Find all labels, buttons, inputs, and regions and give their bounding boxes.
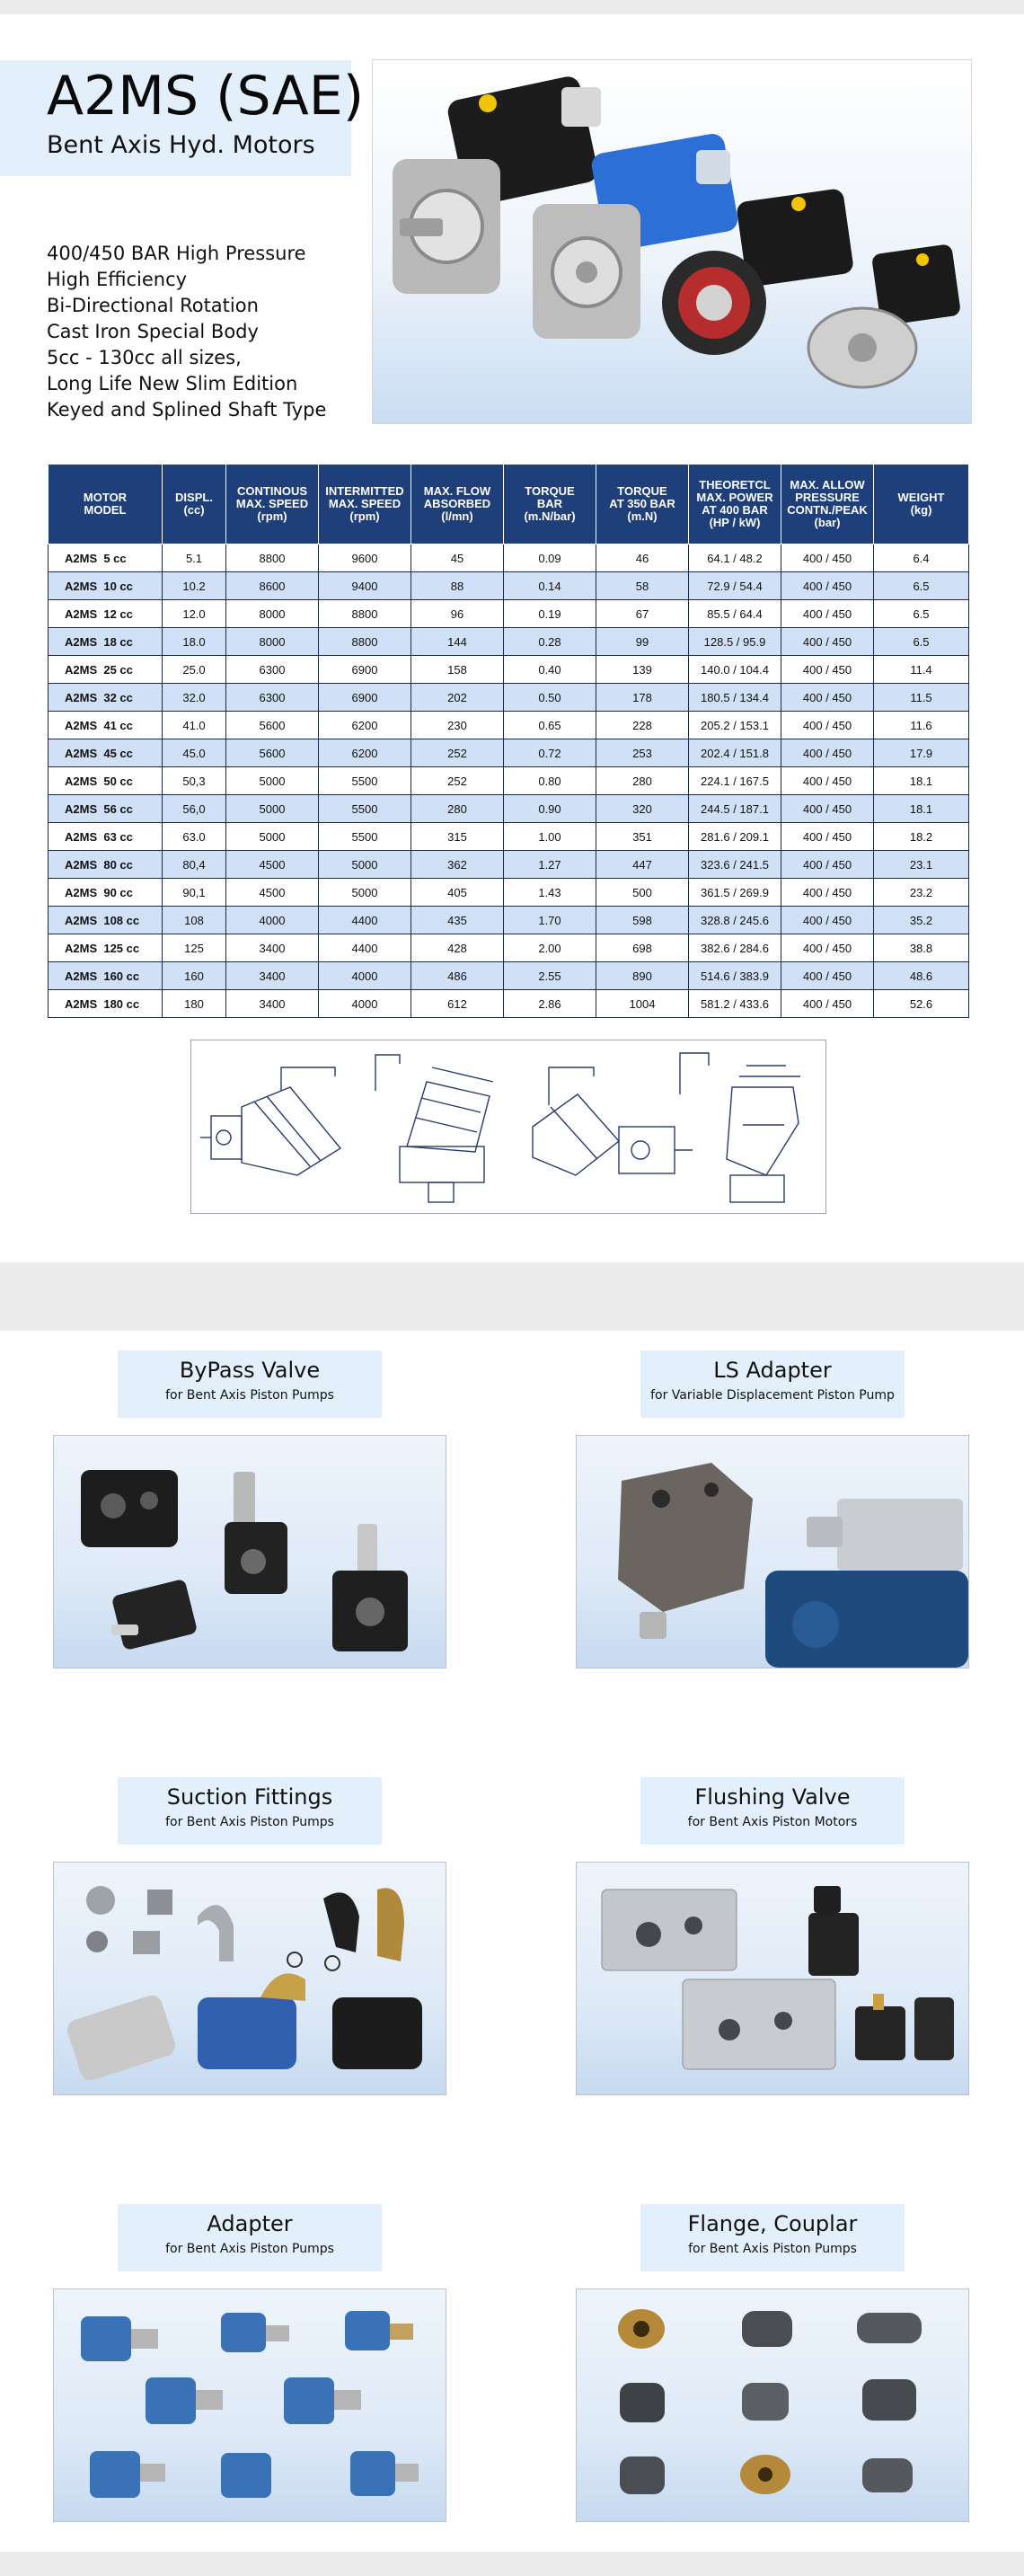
table-cell: 5600 <box>226 712 319 739</box>
table-row <box>49 684 969 712</box>
table-cell: 48.6 <box>874 962 969 990</box>
table-cell: 1.00 <box>504 823 596 851</box>
table-cell-model: A2MS 90 cc <box>49 879 163 907</box>
table-cell: 5000 <box>226 767 319 795</box>
bypass-valve-photo <box>53 1435 446 1669</box>
table-cell: 8800 <box>226 544 319 572</box>
table-cell: 35.2 <box>874 907 969 934</box>
table-cell: 400 / 450 <box>781 656 874 684</box>
product-subtitle: for Bent Axis Piston Pumps <box>165 2242 334 2256</box>
feature-list <box>47 241 326 423</box>
adapter-illustration <box>54 2289 446 2521</box>
table-cell: 5500 <box>319 767 411 795</box>
table-header-cell: THEORETCL MAX. POWER AT 400 BAR (HP / kW) <box>689 465 781 544</box>
table-cell: 128.5 / 95.9 <box>689 628 781 656</box>
table-row <box>49 907 969 934</box>
table-cell: 0.19 <box>504 600 596 628</box>
table-cell: 5.1 <box>163 544 226 572</box>
table-cell: 85.5 / 64.4 <box>689 600 781 628</box>
table-cell: 1004 <box>596 990 689 1018</box>
drawing-view-2 <box>375 1055 493 1202</box>
table-cell: 400 / 450 <box>781 879 874 907</box>
table-cell: 18.1 <box>874 795 969 823</box>
table-cell: 202 <box>411 684 504 712</box>
section-divider-band <box>0 1262 1024 1331</box>
table-cell: 180 <box>163 990 226 1018</box>
table-cell: 0.14 <box>504 572 596 600</box>
flushing-valve-illustration <box>577 1863 968 2094</box>
table-cell: 9400 <box>319 572 411 600</box>
table-cell: 6.5 <box>874 628 969 656</box>
table-cell: 6200 <box>319 712 411 739</box>
table-header-cell: WEIGHT (kg) <box>874 465 969 544</box>
table-cell: 11.5 <box>874 684 969 712</box>
table-cell: 5000 <box>226 795 319 823</box>
table-cell-model: A2MS 125 cc <box>49 934 163 962</box>
table-cell: 0.72 <box>504 739 596 767</box>
table-cell: 80,4 <box>163 851 226 879</box>
table-header-cell: MAX. FLOW ABSORBED (l/mn) <box>411 465 504 544</box>
table-cell: 323.6 / 241.5 <box>689 851 781 879</box>
table-cell: 17.9 <box>874 739 969 767</box>
table-cell: 6300 <box>226 684 319 712</box>
table-cell: 315 <box>411 823 504 851</box>
ls-adapter-photo <box>576 1435 969 1669</box>
table-row <box>49 628 969 656</box>
table-cell: 328.8 / 245.6 <box>689 907 781 934</box>
table-row <box>49 990 969 1018</box>
table-cell: 25.0 <box>163 656 226 684</box>
dimension-drawing <box>191 1040 825 1213</box>
table-cell: 6900 <box>319 656 411 684</box>
table-cell: 0.28 <box>504 628 596 656</box>
table-cell: 58 <box>596 572 689 600</box>
product-subtitle: for Variable Displacement Piston Pump <box>650 1388 895 1403</box>
table-cell: 63.0 <box>163 823 226 851</box>
table-cell: 400 / 450 <box>781 851 874 879</box>
table-cell: 400 / 450 <box>781 684 874 712</box>
table-cell: 252 <box>411 767 504 795</box>
table-header-cell: MOTOR MODEL <box>49 465 163 544</box>
table-cell: 8000 <box>226 600 319 628</box>
table-cell: 96 <box>411 600 504 628</box>
feature-item: 5cc - 130cc all sizes, <box>47 347 242 368</box>
table-cell-model: A2MS 18 cc <box>49 628 163 656</box>
table-cell: 8800 <box>319 628 411 656</box>
table-cell: 0.40 <box>504 656 596 684</box>
table-cell: 178 <box>596 684 689 712</box>
table-cell: 400 / 450 <box>781 907 874 934</box>
product-title: Adapter <box>207 2211 293 2236</box>
table-header-cell: TORQUE BAR (m.N/bar) <box>504 465 596 544</box>
motor-product-photo <box>372 59 972 424</box>
product-label-bypass-valve <box>118 1350 382 1418</box>
drawing-view-4 <box>680 1053 800 1202</box>
table-cell: 400 / 450 <box>781 572 874 600</box>
table-cell: 202.4 / 151.8 <box>689 739 781 767</box>
table-row <box>49 600 969 628</box>
suction-fittings-photo <box>53 1862 446 2095</box>
motor-illustration <box>373 60 971 423</box>
table-cell: 400 / 450 <box>781 600 874 628</box>
table-cell: 280 <box>411 795 504 823</box>
table-cell: 64.1 / 48.2 <box>689 544 781 572</box>
table-cell: 5000 <box>319 851 411 879</box>
table-cell: 5500 <box>319 795 411 823</box>
table-cell-model: A2MS 108 cc <box>49 907 163 934</box>
table-cell: 8600 <box>226 572 319 600</box>
table-row <box>49 851 969 879</box>
table-cell: 320 <box>596 795 689 823</box>
table-cell: 23.1 <box>874 851 969 879</box>
table-cell: 6.5 <box>874 572 969 600</box>
suction-fittings-illustration <box>54 1863 446 2094</box>
flushing-valve-photo <box>576 1862 969 2095</box>
table-cell: 400 / 450 <box>781 628 874 656</box>
bottom-band <box>0 2552 1024 2576</box>
table-header-cell: INTERMITTED MAX. SPEED (rpm) <box>319 465 411 544</box>
table-cell: 1.70 <box>504 907 596 934</box>
product-subtitle: for Bent Axis Piston Pumps <box>165 1815 334 1829</box>
bypass-valve-illustration <box>54 1436 446 1668</box>
table-cell: 4500 <box>226 879 319 907</box>
table-cell: 160 <box>163 962 226 990</box>
table-cell: 4000 <box>319 962 411 990</box>
table-header-row <box>49 465 969 544</box>
table-cell: 6300 <box>226 656 319 684</box>
table-header-cell: MAX. ALLOW PRESSURE CONTN./PEAK (bar) <box>781 465 874 544</box>
table-cell: 1.43 <box>504 879 596 907</box>
table-row <box>49 962 969 990</box>
table-cell-model: A2MS 25 cc <box>49 656 163 684</box>
table-cell: 11.6 <box>874 712 969 739</box>
table-header-cell: TORQUE AT 350 BAR (m.N) <box>596 465 689 544</box>
ls-adapter-illustration <box>577 1436 968 1668</box>
table-cell: 598 <box>596 907 689 934</box>
table-cell: 2.86 <box>504 990 596 1018</box>
technical-drawing <box>190 1040 826 1214</box>
table-row <box>49 934 969 962</box>
table-cell: 23.2 <box>874 879 969 907</box>
table-cell: 486 <box>411 962 504 990</box>
table-cell: 4400 <box>319 907 411 934</box>
table-cell: 0.50 <box>504 684 596 712</box>
product-label-flushing-valve <box>640 1777 905 1845</box>
table-header-cell: CONTINOUS MAX. SPEED (rpm) <box>226 465 319 544</box>
table-cell: 4500 <box>226 851 319 879</box>
table-cell: 45.0 <box>163 739 226 767</box>
feature-item: Cast Iron Special Body <box>47 321 259 342</box>
table-cell: 6900 <box>319 684 411 712</box>
table-cell: 253 <box>596 739 689 767</box>
flange-couplar-illustration <box>577 2289 968 2521</box>
table-cell: 139 <box>596 656 689 684</box>
product-subtitle: for Bent Axis Piston Motors <box>687 1815 858 1829</box>
product-title: Flange, Couplar <box>687 2211 858 2236</box>
table-cell-model: A2MS 80 cc <box>49 851 163 879</box>
table-cell: 18.2 <box>874 823 969 851</box>
table-cell: 698 <box>596 934 689 962</box>
table-cell-model: A2MS 32 cc <box>49 684 163 712</box>
table-cell: 4000 <box>226 907 319 934</box>
table-row <box>49 823 969 851</box>
table-cell: 500 <box>596 879 689 907</box>
table-cell: 400 / 450 <box>781 990 874 1018</box>
table-cell: 224.1 / 167.5 <box>689 767 781 795</box>
table-cell: 41.0 <box>163 712 226 739</box>
feature-item: Bi-Directional Rotation <box>47 295 259 316</box>
table-cell: 8800 <box>319 600 411 628</box>
table-cell: 18.1 <box>874 767 969 795</box>
top-band <box>0 0 1024 14</box>
feature-item: Long Life New Slim Edition <box>47 373 298 394</box>
feature-item: High Efficiency <box>47 269 188 290</box>
table-cell: 252 <box>411 739 504 767</box>
table-cell: 6.5 <box>874 600 969 628</box>
table-cell-model: A2MS 160 cc <box>49 962 163 990</box>
drawing-view-3 <box>533 1067 693 1175</box>
table-cell: 400 / 450 <box>781 712 874 739</box>
table-cell-model: A2MS 56 cc <box>49 795 163 823</box>
table-row <box>49 767 969 795</box>
table-cell-model: A2MS 5 cc <box>49 544 163 572</box>
table-cell: 0.09 <box>504 544 596 572</box>
table-cell: 890 <box>596 962 689 990</box>
table-cell: 18.0 <box>163 628 226 656</box>
table-cell: 447 <box>596 851 689 879</box>
table-cell: 2.55 <box>504 962 596 990</box>
table-cell: 38.8 <box>874 934 969 962</box>
page-subtitle: Bent Axis Hyd. Motors <box>47 131 315 159</box>
table-cell: 514.6 / 383.9 <box>689 962 781 990</box>
table-cell-model: A2MS 180 cc <box>49 990 163 1018</box>
table-cell: 205.2 / 153.1 <box>689 712 781 739</box>
table-cell: 400 / 450 <box>781 823 874 851</box>
table-row <box>49 656 969 684</box>
table-cell: 6.4 <box>874 544 969 572</box>
table-cell: 88 <box>411 572 504 600</box>
table-cell: 72.9 / 54.4 <box>689 572 781 600</box>
table-row <box>49 572 969 600</box>
table-cell: 108 <box>163 907 226 934</box>
drawing-view-1 <box>200 1067 340 1175</box>
table-cell: 4000 <box>319 990 411 1018</box>
table-cell: 280 <box>596 767 689 795</box>
table-cell: 5500 <box>319 823 411 851</box>
product-subtitle: for Bent Axis Piston Pumps <box>688 2242 857 2256</box>
table-cell: 5600 <box>226 739 319 767</box>
table-cell: 158 <box>411 656 504 684</box>
table-cell: 56,0 <box>163 795 226 823</box>
table-cell: 228 <box>596 712 689 739</box>
table-cell: 32.0 <box>163 684 226 712</box>
page-title: A2MS (SAE) <box>47 65 365 128</box>
table-cell-model: A2MS 63 cc <box>49 823 163 851</box>
table-cell: 0.65 <box>504 712 596 739</box>
table-cell: 428 <box>411 934 504 962</box>
flange-couplar-photo <box>576 2288 969 2522</box>
table-cell: 125 <box>163 934 226 962</box>
table-row <box>49 712 969 739</box>
table-row <box>49 544 969 572</box>
table-cell: 0.80 <box>504 767 596 795</box>
table-cell: 52.6 <box>874 990 969 1018</box>
table-cell: 0.90 <box>504 795 596 823</box>
table-cell: 361.5 / 269.9 <box>689 879 781 907</box>
table-cell: 10.2 <box>163 572 226 600</box>
table-cell: 4400 <box>319 934 411 962</box>
product-label-adapter <box>118 2204 382 2271</box>
table-cell: 45 <box>411 544 504 572</box>
table-cell: 9600 <box>319 544 411 572</box>
table-cell: 400 / 450 <box>781 767 874 795</box>
table-cell: 1.27 <box>504 851 596 879</box>
feature-item: 400/450 BAR High Pressure <box>47 243 306 264</box>
table-cell: 612 <box>411 990 504 1018</box>
product-label-ls-adapter <box>640 1350 905 1418</box>
table-cell: 5000 <box>319 879 411 907</box>
table-cell: 3400 <box>226 962 319 990</box>
table-cell-model: A2MS 41 cc <box>49 712 163 739</box>
table-cell: 3400 <box>226 990 319 1018</box>
table-cell: 405 <box>411 879 504 907</box>
table-cell: 351 <box>596 823 689 851</box>
table-cell: 12.0 <box>163 600 226 628</box>
table-cell: 435 <box>411 907 504 934</box>
product-title: LS Adapter <box>713 1358 832 1383</box>
table-header-cell: DISPL. (cc) <box>163 465 226 544</box>
table-cell: 6200 <box>319 739 411 767</box>
table-cell: 230 <box>411 712 504 739</box>
table-cell: 90,1 <box>163 879 226 907</box>
table-cell-model: A2MS 10 cc <box>49 572 163 600</box>
table-cell-model: A2MS 45 cc <box>49 739 163 767</box>
table-row <box>49 879 969 907</box>
table-cell: 400 / 450 <box>781 544 874 572</box>
table-cell: 144 <box>411 628 504 656</box>
product-subtitle: for Bent Axis Piston Pumps <box>165 1388 334 1403</box>
table-cell: 67 <box>596 600 689 628</box>
table-cell: 46 <box>596 544 689 572</box>
table-cell: 50,3 <box>163 767 226 795</box>
table-cell-model: A2MS 50 cc <box>49 767 163 795</box>
product-label-suction-fittings <box>118 1777 382 1845</box>
table-cell: 281.6 / 209.1 <box>689 823 781 851</box>
table-cell-model: A2MS 12 cc <box>49 600 163 628</box>
table-body <box>49 544 969 1018</box>
spec-table <box>48 464 969 1018</box>
product-title: ByPass Valve <box>179 1358 321 1383</box>
product-title: Flushing Valve <box>694 1784 851 1810</box>
product-label-flange-couplar <box>640 2204 905 2271</box>
table-cell: 8000 <box>226 628 319 656</box>
table-cell: 400 / 450 <box>781 795 874 823</box>
table-cell: 400 / 450 <box>781 739 874 767</box>
feature-item: Keyed and Splined Shaft Type <box>47 399 327 420</box>
table-cell: 140.0 / 104.4 <box>689 656 781 684</box>
product-title: Suction Fittings <box>166 1784 333 1810</box>
table-cell: 362 <box>411 851 504 879</box>
table-cell: 382.6 / 284.6 <box>689 934 781 962</box>
table-cell: 244.5 / 187.1 <box>689 795 781 823</box>
table-row <box>49 739 969 767</box>
table-cell: 400 / 450 <box>781 962 874 990</box>
table-row <box>49 795 969 823</box>
table-cell: 180.5 / 134.4 <box>689 684 781 712</box>
adapter-photo <box>53 2288 446 2522</box>
table-cell: 581.2 / 433.6 <box>689 990 781 1018</box>
table-cell: 5000 <box>226 823 319 851</box>
table-cell: 2.00 <box>504 934 596 962</box>
table-cell: 3400 <box>226 934 319 962</box>
table-cell: 99 <box>596 628 689 656</box>
table-cell: 11.4 <box>874 656 969 684</box>
table-cell: 400 / 450 <box>781 934 874 962</box>
